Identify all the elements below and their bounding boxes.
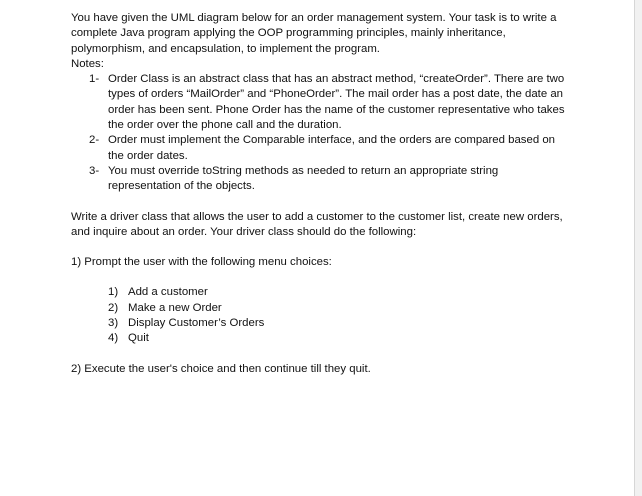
- note-text: You must override toString methods as needed to return an appropriate string representation of the objects.: [108, 164, 499, 193]
- driver-paragraph: Write a driver class that allows the user to add a customer to the customer list, create new orders, and inquire about an order. Your driver class should do the following:: [71, 210, 563, 238]
- note-number: 2-: [89, 134, 100, 147]
- viewer-scroll-edge[interactable]: [634, 0, 642, 496]
- note-item: [71, 164, 571, 195]
- note-number: 1-: [89, 73, 100, 86]
- menu-choice-number: 3): [108, 317, 119, 330]
- document-content: [71, 11, 571, 377]
- menu-choice-label: Quit: [128, 332, 149, 345]
- menu-choice: [108, 285, 571, 300]
- notes-list: [71, 72, 571, 194]
- notes-label: Notes:: [71, 57, 104, 70]
- menu-choice-label: Display Customer’s Orders: [128, 317, 265, 330]
- menu-choice-number: 2): [108, 301, 119, 314]
- menu-choice-label: Add a customer: [128, 286, 208, 299]
- note-number: 3-: [89, 164, 100, 177]
- menu-choice: [108, 331, 571, 346]
- note-item: [71, 72, 571, 133]
- menu-choice-label: Make a new Order: [128, 301, 222, 314]
- spacer: [71, 195, 571, 210]
- menu-choice: [108, 301, 571, 316]
- note-item: [71, 133, 571, 164]
- spacer: [71, 240, 571, 255]
- menu-choice-number: 1): [108, 286, 119, 299]
- spacer: [71, 270, 571, 285]
- spacer: [71, 347, 571, 362]
- menu-choices-list: [71, 285, 571, 346]
- intro-paragraph: You have given the UML diagram below for an order management system. Your task is to write a complete Java program applying the OOP programming principles, mainly inheritance, polymorphism, and encapsulation, to implement the program.: [71, 12, 557, 55]
- note-text: Order Class is an abstract class that has an abstract method, “createOrder”. There are two types of orders “MailOrder” and “PhoneOrder”. The mail order has a post date, the date an order has been sent. Phone Order has the name of the customer representative who takes the order over the phone call and the duration.: [108, 73, 565, 132]
- menu-choice-number: 4): [108, 332, 119, 345]
- menu-choice: [108, 316, 571, 331]
- step-2-text: 2) Execute the user's choice and then continue till they quit.: [71, 362, 371, 375]
- step-1-text: 1) Prompt the user with the following menu choices:: [71, 256, 332, 269]
- note-text: Order must implement the Comparable interface, and the orders are compared based on the order dates.: [108, 134, 555, 162]
